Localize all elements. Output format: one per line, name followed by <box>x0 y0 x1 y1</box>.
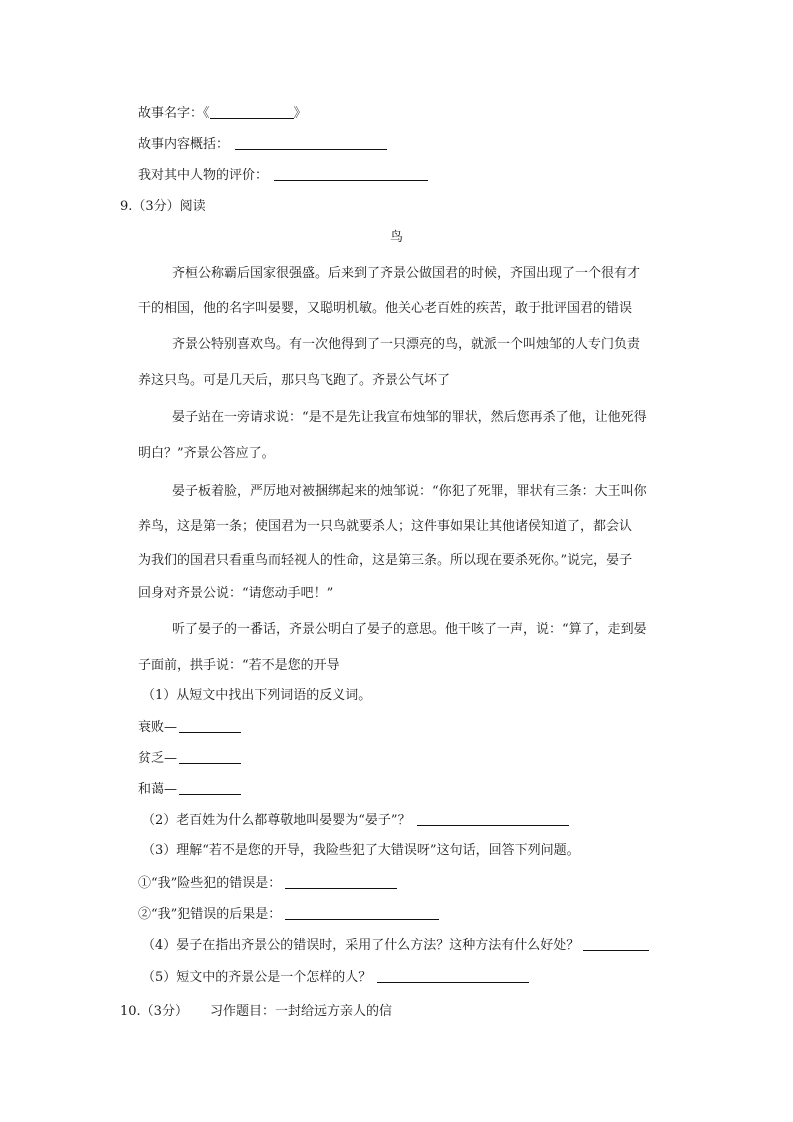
sub-question-3a-text: ①“我”险些犯的错误是： <box>138 876 282 891</box>
passage-line: 齐桓公称霸后国家很强盛。后来到了齐景公做国君的时候，齐国出现了一个很有才 <box>172 266 641 281</box>
question-10-header: 10.（3分） <box>120 1004 188 1019</box>
passage-line: 晏子站在一旁请求说：“是不是先让我宣布烛邹的罪状，然后您再杀了他，让他死得 <box>172 410 647 425</box>
passage-line: 明白？”齐景公答应了。 <box>138 446 275 461</box>
story-name-label: 故事名字：《 <box>138 106 210 121</box>
character-evaluation-row <box>138 166 428 185</box>
sub-question-4-blank[interactable] <box>583 936 649 951</box>
character-evaluation-blank[interactable] <box>274 166 428 181</box>
sub-question-1: （1）从短文中找出下列词语的反义词。 <box>142 688 372 703</box>
sub-question-5-text: （5）短文中的齐景公是一个怎样的人？ <box>142 970 372 985</box>
sub-question-2 <box>142 811 569 830</box>
antonym-word: 贫乏— <box>138 751 178 766</box>
passage-line: 养鸟，这是第一条；使国君为一只鸟就要杀人；这件事如果让其他诸侯知道了，都会认 <box>138 519 633 534</box>
passage-line: 听了晏子的一番话，齐景公明白了晏子的意思。他干咳了一声，说：“算了，走到晏 <box>172 622 647 637</box>
sub-question-5-blank[interactable] <box>377 968 529 983</box>
story-summary-label: 故事内容概括： <box>138 137 230 152</box>
passage-line: 齐景公特别喜欢鸟。有一次他得到了一只漂亮的鸟，就派一个叫烛邹的人专门负责 <box>172 337 641 352</box>
story-name-row <box>138 104 307 123</box>
antonym-word: 和蔼— <box>138 782 178 797</box>
story-summary-blank[interactable] <box>235 135 387 150</box>
passage-line: 子面前，拱手说：“若不是您的开导 <box>138 658 340 673</box>
sub-question-3: （3）理解“若不是您的开导，我险些犯了大错误呀”这句话，回答下列问题。 <box>142 843 580 858</box>
story-name-close: 》 <box>293 106 307 121</box>
passage-title: 鸟 <box>389 230 403 245</box>
antonym-word: 衰败— <box>138 720 178 735</box>
sub-question-2-text: （2）老百姓为什么都尊敬地叫晏婴为“晏子”？ <box>142 813 411 828</box>
question-10-prompt: 习作题目：一封给远方亲人的信 <box>210 1004 393 1019</box>
character-evaluation-label: 我对其中人物的评价： <box>138 168 269 183</box>
antonym-row <box>138 718 241 737</box>
antonym-blank[interactable] <box>179 749 241 764</box>
passage-line: 干的相国，他的名字叫晏婴，又聪明机敏。他关心老百姓的疾苦，敢于批评国君的错误 <box>138 301 633 316</box>
sub-question-4-text: （4）晏子在指出齐景公的错误时，采用了什么方法？这种方法有什么好处？ <box>142 938 580 953</box>
sub-question-3a-blank[interactable] <box>285 874 397 889</box>
sub-question-3b-blank[interactable] <box>285 905 439 920</box>
antonym-row <box>138 749 241 768</box>
antonym-blank[interactable] <box>179 780 241 795</box>
sub-question-2-blank[interactable] <box>417 811 569 826</box>
story-name-blank[interactable] <box>210 104 294 119</box>
passage-line: 回身对齐景公说：“请您动手吧！” <box>138 586 334 601</box>
sub-question-4 <box>142 936 649 955</box>
sub-question-3b-text: ②“我”犯错误的后果是： <box>138 907 282 922</box>
passage-line: 为我们的国君只看重鸟而轻视人的性命，这是第三条。所以现在要杀死你。”说完，晏子 <box>138 553 633 568</box>
sub-question-3a <box>138 874 397 893</box>
antonym-row <box>138 780 241 799</box>
antonym-blank[interactable] <box>179 718 241 733</box>
story-summary-row <box>138 135 387 154</box>
passage-line: 养这只鸟。可是几天后，那只鸟飞跑了。齐景公气坏了 <box>138 373 451 388</box>
question-9-header: 9.（3分）阅读 <box>120 199 206 214</box>
passage-line: 晏子板着脸，严厉地对被捆绑起来的烛邹说：“你犯了死罪，罪状有三条：大王叫你 <box>172 484 647 499</box>
sub-question-3b <box>138 905 439 924</box>
sub-question-5 <box>142 968 529 987</box>
